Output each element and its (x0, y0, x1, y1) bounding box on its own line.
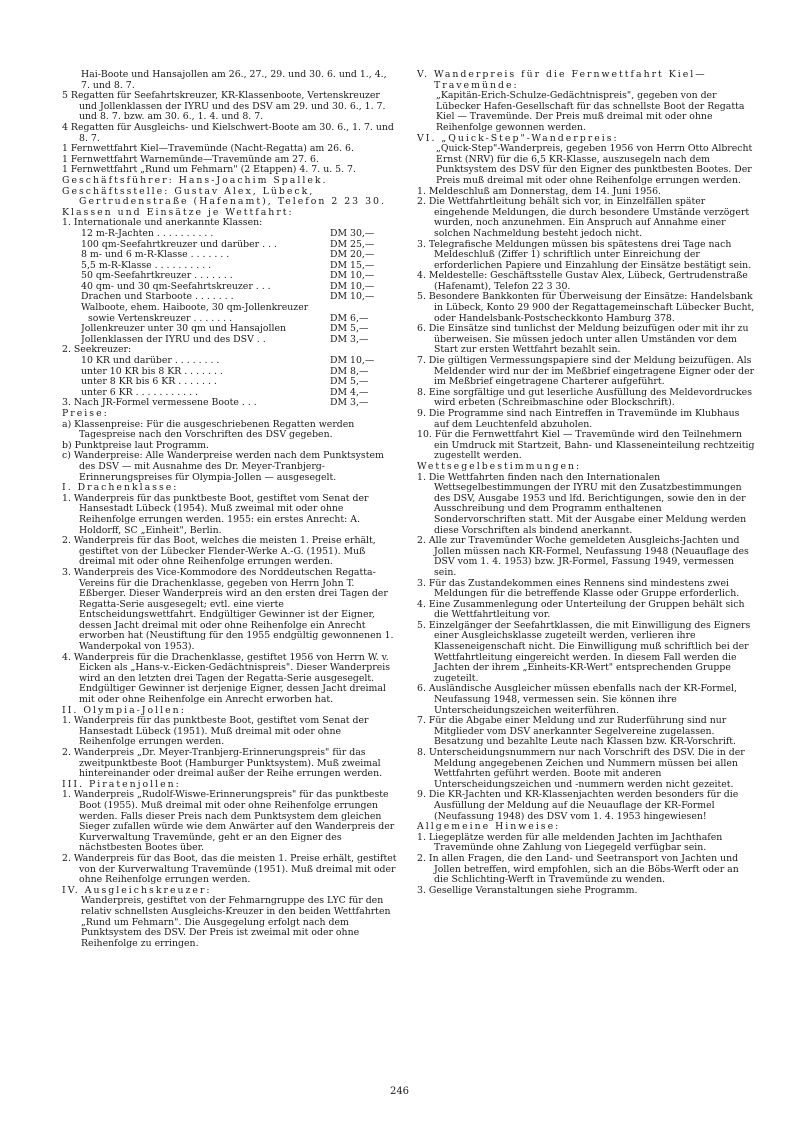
price-label: sowie Vertenskreuzer . . . . . . . (88, 313, 233, 324)
price-label: 8 m- und 6 m-R-Klasse . . . . . . . (81, 250, 230, 261)
text-line: 1. Wanderpreis für das punktbeste Boot, gestiftet vom Senat der Hansestadt Lübeck (1951). Muß dreimal mit oder ohne Reihenfolge errungen werden. (62, 715, 369, 748)
text-line: 4 Regatten für Ausgleichs- und Kielschwert-Boote am 30. 6., 1. 7. und 8. 7. (62, 121, 394, 144)
price-value: DM 3,— (330, 397, 369, 409)
text-line: 9. Die Programme sind nach Eintreffen in Travemünde im Klubhaus auf dem Leuchtenfeld abzuholen. (417, 408, 740, 430)
price-value: DM 30,— (330, 227, 375, 239)
text-line: 1 Fernwettfahrt Warnemünde—Travemünde am 27. 6. (62, 153, 319, 165)
section-heading: Preise: (62, 408, 109, 419)
price-value: DM 3,— (330, 333, 369, 345)
price-label: Drachen und Starboote . . . . . . . (81, 292, 234, 303)
text-line: 3. Telegrafische Meldungen müssen bis spätestens drei Tage nach Meldeschluß (Ziffer 1) schriftlich unter Einreichung der erforderlichen Papiere und Einzahlung der Einsätze bestätigt sein. (417, 238, 752, 271)
text-line: 1. Wanderpreis für das punktbeste Boot, gestiftet vom Senat der Hansestadt Lübeck (1954). Muß zweimal mit oder ohne Reihenfolge errungen werden. 1955: ein erstes Anrecht: A. Holdorff, SC „Einheit", Berlin. (62, 492, 369, 536)
text-line: 10. Für die Fernwettfahrt Kiel — Travemünde wird den Teilnehmern ein Umdruck mit Startzeit, Bahn- und Klasseneinteilung rechtzeitig zugestellt werden. (417, 429, 755, 462)
price-row (62, 229, 398, 240)
text-line: b) Punktpreise laut Programm. (62, 439, 209, 451)
price-label: 10 KR und darüber . . . . . . . . (81, 356, 220, 367)
price-value: DM 10,— (330, 280, 375, 292)
price-value: DM 5,— (330, 376, 369, 388)
text-line: 2. Wanderpreis für das Boot, das die meisten 1. Preise erhält, gestiftet von der Kurverwaltung Travemünde (1951). Muß dreimal mit oder ohne Reihenfolge errungen werden. (62, 852, 397, 886)
text-line: 9. Die KR-Jachten und KR-Klassenjachten werden besonders für die Ausfüllung der Meldung auf die Neuauflage der KR-Formel (Neufassung 1948) des DSV vom 1. 4. 1953 hingewiesen! (417, 789, 739, 822)
text-line: 8. Eine sorgfältige und gut leserliche Ausfüllung des Meldevordruckes wird erbeten (Schreibmaschine oder Blockschrift). (417, 386, 752, 409)
text-line: „Quick-Step"-Wanderpreis, gegeben 1956 von Herrn Otto Albrecht Ernst (NRV) für die 6,5 KR-Klasse, auszusegeln nach dem Punktsystem des DSV für den Eigner des punktbesten Bootes. Der Preis muß dreimal mit oder ohne Reihenfolge errungen werden. (436, 143, 753, 186)
text-line: 8. Unterscheidungsnummern nur nach Vorschrift des DSV. Die in der Meldung angegebenen Zeichen und Nummern müssen bei allen Wettfahrten geführt werden. Boote mit anderen Unterscheidungszeichen und -nummern werden nicht gezeitet. (417, 747, 745, 790)
section-heading: Geschäftsführer: Hans-Joachim Spallek. (62, 174, 328, 186)
section-heading: III. Piratenjollen: (62, 778, 181, 790)
text-line: 7. Für die Abgabe einer Meldung und zur Ruderführung sind nur Mitglieder vom DSV anerkannter Segelvereine zugelassen. Besatzung und bezahlte Leute nach Klassen bzw. KR-Vorschrift. (417, 715, 737, 748)
text-line: 3. Wanderpreis des Vice-Kommodore des Norddeutschen Regatta-Vereins für die Drachenklasse, gegeben von Herrn John T. Eßberger. Dieser Wanderpreis wird an den ersten drei Tagen der Regatta-Serie ausgesegelt; evtl. eine vierte Entscheidungswettfahrt. Endgültiger Gewinner ist der Eigner, dessen Jacht dreimal mit oder ohne Reihenfolge ein Anrecht erworben hat (Neustiftung für den 1955 endgültig gewonnenen 1. Wanderpokal von 1953). (62, 566, 394, 653)
text-line: 3. Für das Zustandekommen eines Rennens sind mindestens zwei Meldungen für die betreffende Klasse oder Gruppe erforderlich. (417, 577, 740, 600)
text-line: 1. Meldeschluß am Donnerstag, dem 14. Juni 1956. (417, 185, 661, 197)
text-line: 2. Wanderpreis „Dr. Meyer-Tranbjerg-Erinnerungspreis" für das zweitpunktbeste Boot (Hamburger Punktsystem). Muß zweimal hintereinander oder dreimal außer der Reihe errungen werden. (62, 747, 383, 780)
text-line: „Kapitän-Erich-Schulze-Gedächtnispreis", gegeben von der Lübecker Hafen-Gesellschaft für das schnellste Boot der Regatta Kiel — Travemünde. Der Preis muß dreimal mit oder ohne Reihenfolge gewonnen werden. (436, 90, 745, 133)
price-row (62, 398, 398, 409)
text-line: 6. Die Einsätze sind tunlichst der Meldung beizufügen oder mit ihr zu überweisen. Sie müssen jedoch unter allen Umständen vor dem Start zur ersten Wettfahrt bezahlt sein. (417, 323, 749, 356)
price-label: unter 10 KR bis 8 KR . . . . . . . (81, 366, 223, 377)
text-line: 5 Regatten für Seefahrtskreuzer, KR-Klassenboote, Vertenskreuzer und Jollenklassen der IYRU und des DSV am 29. und 30. 6., 1. 7. und 8. 7. bzw. am 30. 6., 1. 4. und 8. 7. (62, 90, 386, 123)
price-label: 12 m-R-Jachten . . . . . . . . . . (81, 228, 214, 239)
right-column (417, 70, 755, 896)
text-line: 1. Die Wettfahrten finden nach den Internationalen Wettsegelbestimmungen der IYRU mit den Zusatzbestimmungen des DSV, Ausgabe 1953 und lfd. Berichtigungen, sowie den in der Ausschreibung und dem Programm enthaltenen Sondervorschriften statt. Mit der Ausgabe einer Meldung werden diese Vorschriften als bindend anerkannt. (417, 471, 747, 536)
price-value: DM 10,— (330, 270, 375, 282)
text-line: 4. Meldestelle: Geschäftsstelle Gustav Alex, Lübeck, Gertrudenstraße (Hafenamt), Telefon 22 3 30. (417, 270, 748, 292)
text-line: Walboote, ehem. Haiboote, 30 qm-Jollenkreuzer (81, 302, 309, 314)
text-line: 2. Wanderpreis für das Boot, welches die meisten 1. Preise erhält, gestiftet von der Lübecker Flender-Werke A.-G. (1951). Muß dreimal mit oder ohne Reihenfolge errungen werden. (62, 535, 376, 568)
section-heading: IV. Ausgleichskreuzer: (62, 884, 212, 896)
price-label: 5,5 m-R-Klasse . . . . . . . . . . (81, 260, 212, 271)
text-line: c) Wanderpreise: Alle Wanderpreise werden nach dem Punktsystem des DSV — mit Ausnahme des Dr. Meyer-Tranbjerg-Erinnerungspreises für Olympia-Jollen — ausgesegelt. (62, 450, 384, 483)
left-column (62, 70, 398, 949)
text-line: 7. Die gültigen Vermessungspapiere sind der Meldung beizufügen. Als Meldender wird nur der im Meßbrief eingetragene Eigner oder der im Meßbrief eingetragene Charterer aufgeführt. (417, 355, 755, 388)
price-value: DM 10,— (330, 355, 375, 367)
section-heading: V. Wanderpreis für die Fernwettfahrt Kiel—Travemünde: (417, 69, 707, 91)
price-label: 50 qm-Seefahrtkreuzer . . . . . . . (81, 271, 233, 282)
text-line: 3. Gesellige Veranstaltungen siehe Programm. (417, 884, 638, 896)
section-heading: Klassen und Einsätze je Wettfahrt: (62, 206, 294, 218)
price-label: Jollenklassen der IYRU und des DSV . . (81, 334, 266, 345)
price-value: DM 6,— (330, 312, 369, 324)
text-line: 4. Wanderpreis für die Drachenklasse, gestiftet 1956 von Herrn W. v. Eicken als „Hans-v.-Eicken-Gedächtnispreis". Dieser Wanderpreis wird an den letzten drei Tagen der Regatta-Serie ausgesegelt. Endgültiger Gewinner ist derjenige Eigner, dessen Jacht dreimal mit oder ohne Reihenfolge ein Anrecht erworben hat. (62, 651, 391, 706)
price-value: DM 15,— (330, 259, 375, 271)
price-label: unter 8 KR bis 6 KR . . . . . . . (81, 377, 217, 388)
price-value: DM 4,— (330, 386, 369, 398)
price-label: unter 6 KR . . . . . . . . . . . (81, 387, 199, 398)
section-heading: I. Drachenklasse: (62, 482, 179, 494)
text-line: 5. Einzelgänger der Seefahrtklassen, die mit Einwilligung des Eigners einer Ausgleichsklasse zugeteilt werden, verlieren ihre Klasseneigenschaft nicht. Die Einwilligung muß schriftlich bei der Wettfahrtleitung eingereicht werden. In diesem Fall werden die Jachten der ihrem „Einheits-KR-Wert" entsprechenden Gruppe zugeteilt. (417, 619, 751, 684)
price-label: 100 qm-Seefahrtkreuzer und darüber . . . (81, 239, 277, 250)
text-line: Hai-Boote und Hansajollen am 26., 27., 29. und 30. 6. und 1., 4., 7. und 8. 7. (81, 69, 387, 91)
price-label: Jollenkreuzer unter 30 qm und Hansajollen (81, 324, 287, 335)
text-line: 1. Wanderpreis „Rudolf-Wiswe-Erinnerungspreis" für das punktbeste Boot (1955). Muß dreimal mit oder ohne Reihenfolge errungen werden. Falls dieser Preis nach dem Punktsystem dem gleichen Sieger zufallen würde wie dem Anwärter auf den Wanderpreis der Kurverwaltung Travemünde, geht er an den Eigner des nächstbesten Bootes über. (62, 789, 395, 854)
price-value: DM 20,— (330, 249, 375, 261)
text-line: 1. Liegeplätze werden für alle meldenden Jachten im Jachthafen Travemünde ohne Zahlung von Liegegeld verfügbar sein. (417, 831, 723, 854)
text-line: 6. Ausländische Ausgleicher müssen ebenfalls nach der KR-Formel, Neufassung 1948, vermessen sein. Sie können ihre Unterscheidungszeichen weiterführen. (417, 683, 737, 716)
section-heading: VI. „Quick-Step"-Wanderpreis: (417, 132, 619, 144)
text-line: 1. Internationale und anerkannte Klassen: (62, 217, 263, 229)
text-line: Wanderpreis, gestiftet von der Fehmarngruppe des LYC für den relativ schnellsten Ausgleichs-Kreuzer in den beiden Wettfahrten „Rund um Fehmarn". Die Ausgegelung erfolgt nach dem Punktsystem des DSV. Der Preis ist zweimal mit oder ohne Reihenfolge zu erringen. (81, 895, 391, 949)
text-line: 2. Seekreuzer: (62, 344, 132, 356)
section-heading: Geschäftsstelle: Gustav Alex, Lübeck, Gertrudenstraße (Hafenamt), Telefon 2 23 30. (62, 185, 386, 208)
text-line: a) Klassenpreise: Für die ausgeschriebenen Regatten werden Tagespreise nach den Vorschriften des DSV gegeben. (62, 418, 355, 441)
text-line: 2. Die Wettfahrtleitung behält sich vor, in Einzelfällen später eingehende Meldungen, die durch besondere Umstände verzögert wurden, noch anzunehmen. Ein Anspruch auf Annahme einer solchen Nachmeldung besteht jedoch nicht. (417, 196, 750, 239)
page-number: 246 (389, 1086, 410, 1097)
section-heading: II. Olympia-Jollen: (62, 704, 186, 716)
text-line: 4. Eine Zusammenlegung oder Unterteilung der Gruppen behält sich die Wettfahrtleitung vor. (417, 598, 745, 621)
price-label: 40 qm- und 30 qm-Seefahrtskreuzer . . . (81, 281, 271, 292)
price-value: DM 5,— (330, 323, 369, 335)
price-value: DM 10,— (330, 291, 375, 303)
text-line: 2. In allen Fragen, die den Land- und Seetransport von Jachten und Jollen betreffen, wird empfohlen, sich an die Böbs-Werft oder an die Schlichting-Werft in Travemünde zu wenden. (417, 852, 739, 886)
price-label: 3. Nach JR-Formel vermessene Boote . . . (62, 398, 257, 409)
price-value: DM 25,— (330, 238, 375, 250)
section-heading: Wettsegelbestimmungen: (417, 460, 582, 472)
text-line: 2. Alle zur Travemünder Woche gemeldeten Ausgleichs-Jachten und Jollen müssen nach KR-Formel, Neufassung 1948 (Neuauflage des DSV vom 1. 4. 1953) bzw. JR-Formel, Fassung 1949, vermessen sein. (417, 535, 749, 578)
text-line: 1 Fernwettfahrt „Rund um Fehmarn" (2 Etappen) 4. 7. u. 5. 7. (62, 164, 356, 176)
text-line: 1 Fernwettfahrt Kiel—Travemünde (Nacht-Regatta) am 26. 6. (62, 143, 354, 155)
section-heading: Allgemeine Hinweise: (417, 821, 561, 833)
text-line: 5. Besondere Bankkonten für Überweisung der Einsätze: Handelsbank in Lübeck, Konto 29 900 der Regattagemeinschaft Lübecker Bucht, oder Handelsbank-Postscheckkonto Hamburg 378. (417, 291, 755, 324)
price-value: DM 8,— (330, 365, 369, 377)
